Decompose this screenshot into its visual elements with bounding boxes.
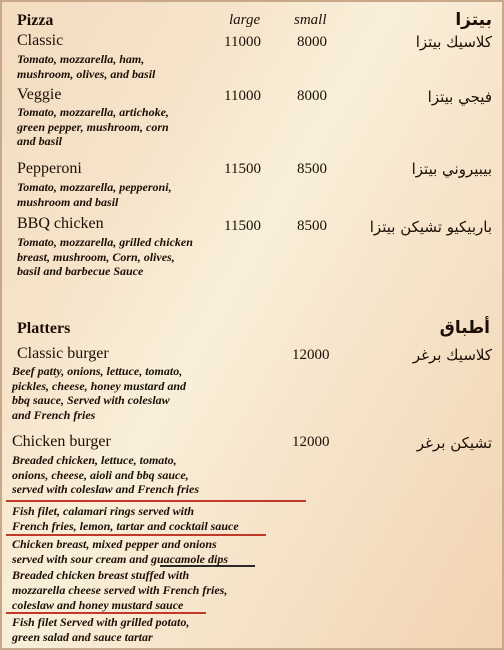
item-name: Classic burger [17,345,109,362]
item-description: Tomato, mozzarella, ham, mushroom, olives, and basil [17,52,156,81]
item-name-arabic: كلاسيك برغر [412,346,492,364]
price-small: 8000 [297,88,327,104]
item-description: Tomato, mozzarella, artichoke, green pepper, mushroom, corn and basil [17,105,169,148]
extra-description-line: Chicken breast, mixed pepper and onions [12,537,217,551]
price-small: 8000 [297,34,327,50]
item-name: BBQ chicken [17,215,104,232]
item-name: Classic [17,32,64,49]
item-description: Breaded chicken, lettuce, tomato, onions, cheese, aioli and bbq sauce, served with coleslaw and French fries [12,453,200,496]
price-large: 11500 [224,161,261,177]
price: 12000 [292,347,330,363]
item-name-arabic: فيجي بيتزا [427,88,492,106]
price-large: 11000 [224,34,261,50]
extra-description-line: French fries, lemon, tartar and cocktail sauce [12,519,239,533]
red-underline [6,612,206,614]
pizza-section-title-arabic: بيتزا [455,10,492,30]
price-small: 8500 [297,218,327,234]
column-large-header: large [229,12,261,28]
extra-description-line: Breaded chicken breast stuffed with [12,568,190,582]
item-name-arabic: تشيكن برغر [416,434,492,452]
item-name: Chicken burger [12,433,111,450]
extra-description-line: served with sour cream and guacamole dips [12,552,229,566]
price-small: 8500 [297,161,327,177]
pizza-section-title: Pizza [17,12,54,29]
price-large: 11000 [224,88,261,104]
extra-description-line: mozzarella cheese served with French fries, [12,583,228,597]
item-name: Veggie [17,86,62,103]
item-description: Tomato, mozzarella, grilled chicken breast, mushroom, Corn, olives, basil and barbecue Sauce [17,235,193,278]
item-description: Tomato, mozzarella, pepperoni, mushroom and basil [17,180,172,209]
item-name-arabic: كلاسيك بيتزا [415,33,492,51]
red-underline [6,534,266,536]
extra-description-line: Fish filet, calamari rings served with [12,504,195,518]
column-small-header: small [294,12,327,28]
platters-section-title-arabic: أطباق [439,318,490,338]
price-large: 11500 [224,218,261,234]
platters-section-title: Platters [17,320,71,337]
item-name: Pepperoni [17,160,82,177]
item-description: Beef patty, onions, lettuce, tomato, pickles, cheese, honey mustard and bbq sauce, Served with coleslaw and French fries [12,364,186,422]
item-name-arabic: باربيكيو تشيكن بيتزا [369,218,492,236]
price: 12000 [292,434,330,450]
extra-description-line: Fish filet Served with grilled potato, [12,615,190,629]
extra-description-line: green salad and sauce tartar [12,630,153,644]
red-underline [6,500,306,502]
extra-description-line: coleslaw and honey mustard sauce [12,598,184,612]
item-name-arabic: بيبيروني بيتزا [411,160,492,178]
